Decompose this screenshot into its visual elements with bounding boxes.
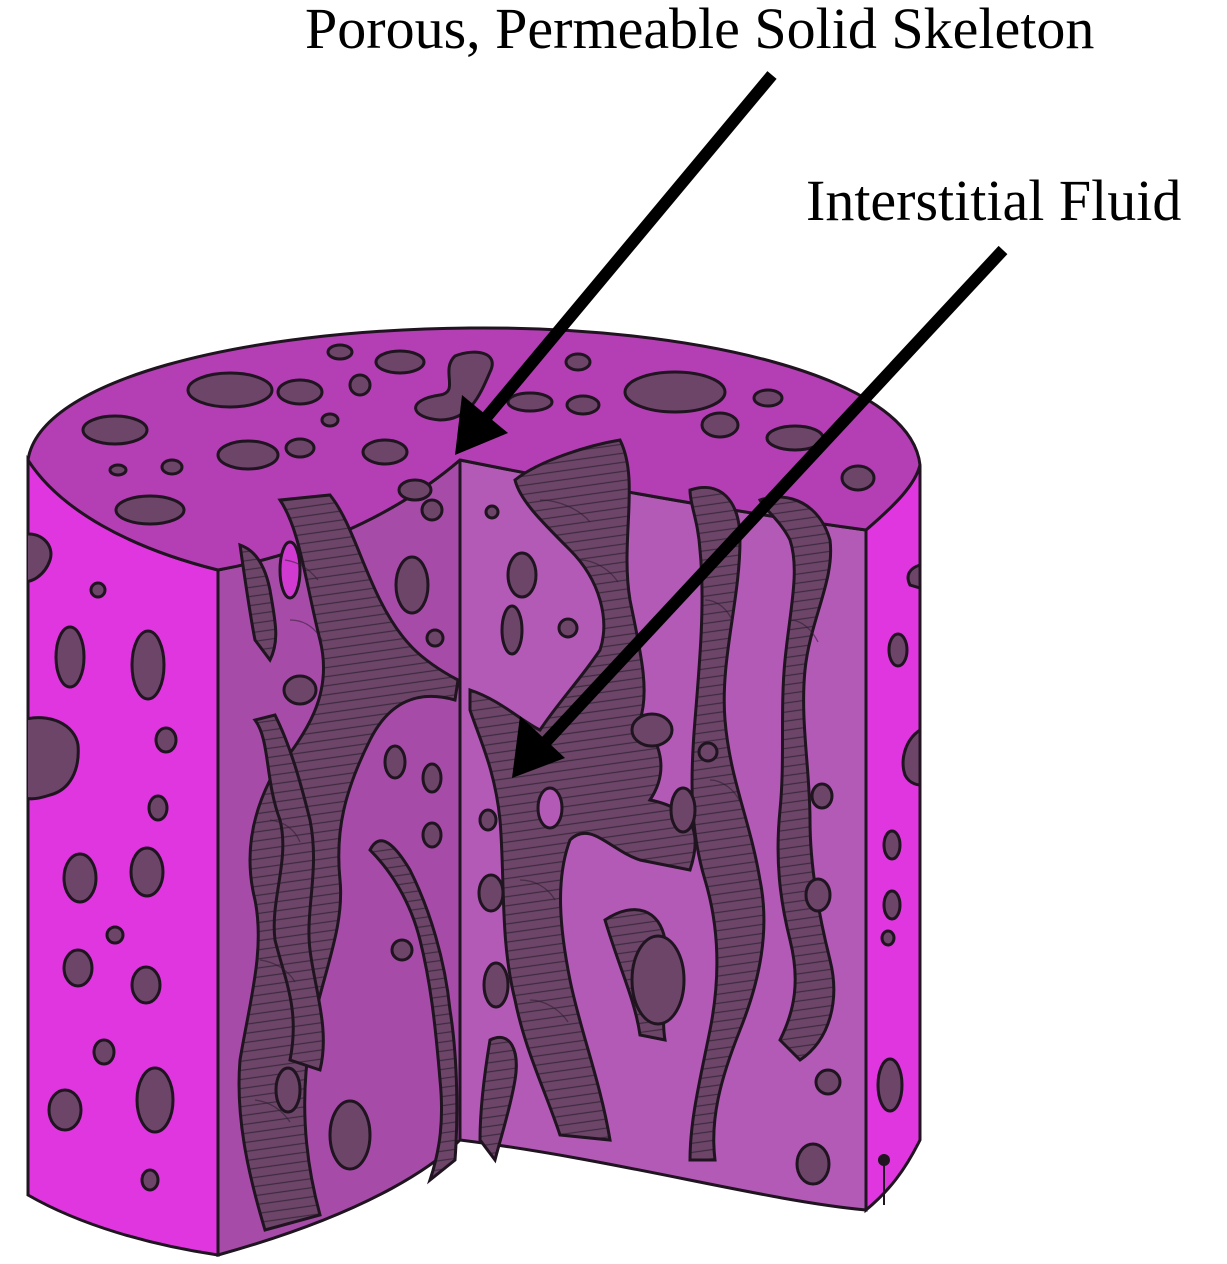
- skeleton-label: Porous, Permeable Solid Skeleton: [305, 0, 1095, 61]
- cylinder-outer-wall-left: [28, 460, 218, 1255]
- fluid-label: Interstitial Fluid: [806, 168, 1182, 233]
